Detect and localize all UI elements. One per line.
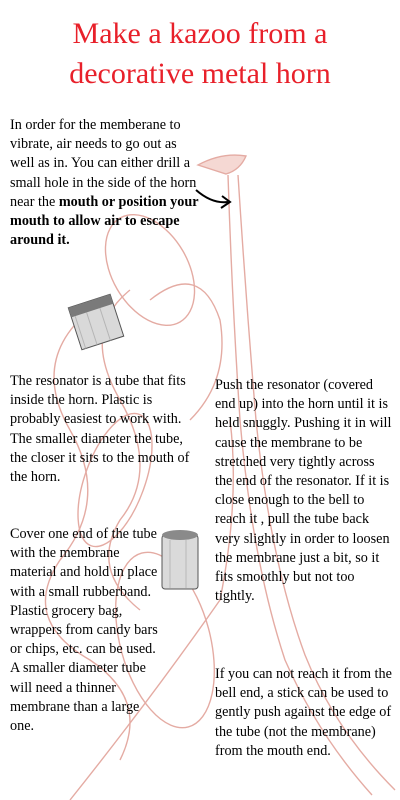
stick-paragraph: If you can not reach it from the bell end, a stick can be used to gently push against the edge of the tube (not the membrane) from the mouth end. bbox=[215, 666, 392, 759]
intro-bold-text: mouth or position your mouth to allow air to escape around it. bbox=[10, 193, 199, 249]
push-paragraph: Push the resonator (covered end up) into the horn until it is held snuggly. Pushing it in will cause the membrane to be stretched very tightly across the end of the resonator. If it is close enough to the bell to reach it , pull the tube back very slightly in order to loosen the membrane just a bit, so it fits smoothly but not too tightly. bbox=[215, 377, 392, 605]
intro-paragraph bbox=[10, 116, 200, 250]
intro-text: In order for the memberane to vibrate, air needs to go out as well as in. You can either drill a small hole in the side of the horn near the bbox=[10, 117, 197, 210]
title-line-1: Make a kazoo from a bbox=[72, 17, 328, 50]
horn-mouthpiece bbox=[198, 155, 246, 174]
tube-photo-1 bbox=[68, 294, 123, 349]
page-title bbox=[0, 14, 400, 94]
tube-photo-2 bbox=[162, 530, 198, 589]
cover-paragraph: Cover one end of the tube with the membrane material and hold in place with a small rubberband. Plastic grocery bag, wrappers from candy bars or chips, etc. can be used. A smaller diameter tube will need a thinner membrane than a large one. bbox=[10, 526, 158, 735]
title-line-2: decorative metal horn bbox=[69, 57, 331, 90]
resonator-paragraph: The resonator is a tube that fits inside the horn. Plastic is probably easiest to work with. The smaller diameter the tube, the closer it sits to the mouth of the horn. bbox=[10, 373, 190, 486]
